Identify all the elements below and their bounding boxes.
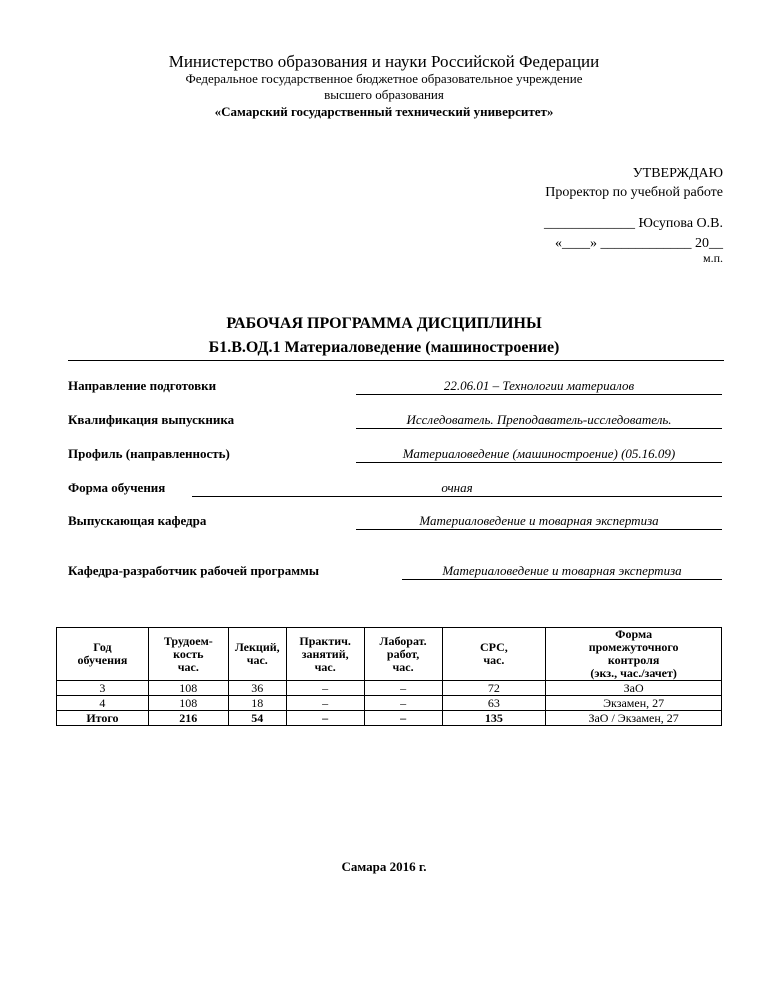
cell-total-control-form: ЗаО / Экзамен, 27 — [546, 711, 722, 726]
header-labs: Лаборат. работ, час. — [364, 628, 442, 681]
header-control-form: Форма промежуточного контроля (экз., час./зачет) — [546, 628, 722, 681]
cell-labs: – — [364, 696, 442, 711]
institution-type: Федеральное государственное бюджетное образовательное учреждение — [185, 71, 583, 86]
header-study-year: Год обучения — [57, 628, 149, 681]
cell-workload: 108 — [148, 681, 228, 696]
field-label-qualification: Квалификация выпускника — [68, 412, 235, 427]
ministry-name: Министерство образования и науки Российской Федерации — [168, 52, 600, 71]
header-self-study: СРС, час. — [442, 628, 546, 681]
field-value-direction: 22.06.01 – Технологии материалов — [356, 378, 722, 395]
table-header-row — [57, 628, 722, 681]
header-practice: Практич. занятий, час. — [286, 628, 364, 681]
cell-lectures: 18 — [228, 696, 286, 711]
cell-year: 4 — [57, 696, 149, 711]
approve-heading: УТВЕРЖДАЮ — [632, 166, 723, 181]
cell-total-label: Итого — [57, 711, 149, 726]
approver-position: Проректор по учебной работе — [545, 185, 723, 200]
cell-total-self-study: 135 — [442, 711, 546, 726]
table-total-row — [57, 711, 722, 726]
field-value-study-form: очная — [192, 480, 722, 497]
cell-workload: 108 — [148, 696, 228, 711]
stamp-place: м.п. — [702, 251, 723, 265]
table-row — [57, 696, 722, 711]
institution-level: высшего образования — [324, 87, 444, 102]
field-value-qualification: Исследователь. Преподаватель-исследователь. — [356, 412, 722, 429]
cell-year: 3 — [57, 681, 149, 696]
cell-total-workload: 216 — [148, 711, 228, 726]
field-label-profile: Профиль (направленность) — [68, 446, 230, 461]
city-year: Самара 2016 г. — [341, 859, 427, 874]
header-workload: Трудоем- кость час. — [148, 628, 228, 681]
document-title: РАБОЧАЯ ПРОГРАММА ДИСЦИПЛИНЫ — [226, 315, 542, 332]
cell-practice: – — [286, 681, 364, 696]
date-line: «____» _____________ 20__ — [555, 236, 723, 251]
field-label-graduating-dept: Выпускающая кафедра — [68, 513, 207, 528]
study-hours-table — [56, 627, 722, 726]
field-value-graduating-dept: Материаловедение и товарная экспертиза — [356, 513, 722, 530]
cell-self-study: 72 — [442, 681, 546, 696]
cell-lectures: 36 — [228, 681, 286, 696]
field-label-study-form: Форма обучения — [68, 480, 166, 495]
cell-labs: – — [364, 681, 442, 696]
field-label-developer-dept: Кафедра-разработчик рабочей программы — [68, 563, 320, 578]
title-divider — [68, 360, 724, 361]
cell-control-form: Экзамен, 27 — [546, 696, 722, 711]
cell-self-study: 63 — [442, 696, 546, 711]
field-value-profile: Материаловедение (машиностроение) (05.16.09) — [356, 446, 722, 463]
header-lectures: Лекций, час. — [228, 628, 286, 681]
signature-line: _____________ Юсупова О.В. — [544, 216, 723, 231]
cell-total-practice: – — [286, 711, 364, 726]
cell-total-labs: – — [364, 711, 442, 726]
cell-practice: – — [286, 696, 364, 711]
field-label-direction: Направление подготовки — [68, 378, 217, 393]
table-row — [57, 681, 722, 696]
discipline-title: Б1.В.ОД.1 Материаловедение (машиностроение) — [208, 339, 560, 356]
cell-control-form: ЗаО — [546, 681, 722, 696]
cell-total-lectures: 54 — [228, 711, 286, 726]
field-value-developer-dept: Материаловедение и товарная экспертиза — [402, 563, 722, 580]
university-name: «Самарский государственный технический университет» — [214, 104, 554, 119]
